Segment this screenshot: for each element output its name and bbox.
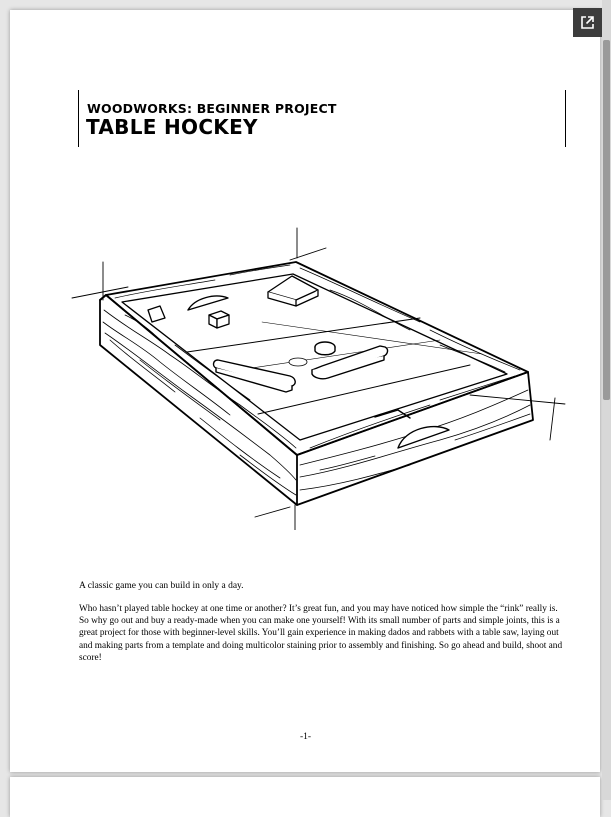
popout-button[interactable] [573, 8, 602, 37]
project-kicker: WOODWORKS: BEGINNER PROJECT [87, 101, 337, 116]
external-link-icon [580, 15, 595, 30]
table-hockey-illustration [60, 220, 580, 530]
page-number: -1- [299, 732, 312, 742]
tagline: A classic game you can build in only a day. [79, 581, 244, 591]
scrollbar[interactable] [602, 0, 611, 800]
next-page [10, 777, 600, 817]
body-paragraph: Who hasn’t played table hockey at one time or another? It’s great fun, and you may have noticed how simple the “rink” really is. So why go out and buy a ready-made when you can make one yourself! With its small number of parts and simple joints, this is a great project for those with beginner-level skills. You’ll gain experience in making dados and rabbets with a table saw, laying out and making parts from a template and doing multicolor staining prior to assembly and finishing. So go ahead and build, shoot and score! [79, 604, 563, 663]
header-rule-right [565, 90, 566, 147]
header-rule-left [78, 90, 79, 147]
page-title: TABLE HOCKEY [86, 115, 258, 139]
scroll-thumb[interactable] [603, 40, 610, 400]
